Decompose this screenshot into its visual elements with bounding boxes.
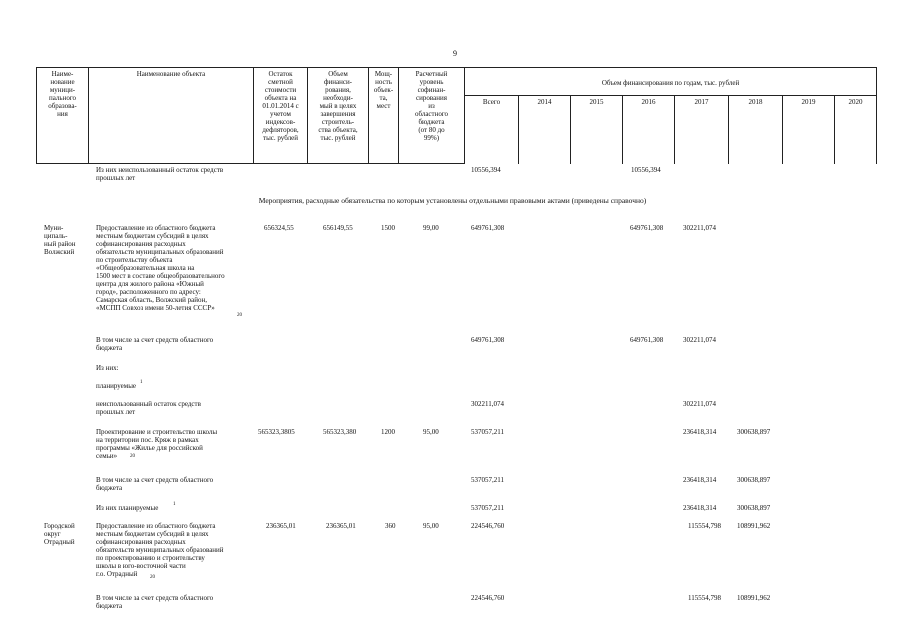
object-cell: В том числе за счет средств областного бюджета	[96, 476, 214, 492]
total-cell: 649761,308	[471, 224, 505, 232]
header-total: Всего	[482, 98, 501, 106]
header-year-2017: 2017	[694, 98, 709, 106]
header-year-2015: 2015	[589, 98, 604, 106]
volume-cell: 656149,55	[323, 224, 353, 232]
header-year-2014: 2014	[537, 98, 552, 106]
level-cell: 95,00	[423, 428, 439, 436]
header-funding-group: Объем финансирования по годам, тыс. рублей	[601, 79, 740, 87]
capacity-cell: 1200	[381, 428, 395, 436]
object-cell: Предоставление из областного бюджета местным бюджетам субсидий в целях софинансирования расходных обязательств муниципальных образований по строительству объекта «Общеобразовательная школа на 1500 мест в составе общеобразовательного центра для жилого района «Южный город», расположенного по адресу: Самарская область, Волжский район, «МСПП Совхоз имени 50-летия СССР»	[96, 224, 225, 312]
vline	[876, 67, 877, 164]
volume-cell: 236365,01	[326, 522, 356, 530]
y2017-cell: 302211,074	[683, 336, 716, 344]
y2017-cell: 236418,314	[683, 504, 717, 512]
y2018-cell: 300638,897	[737, 504, 771, 512]
y2018-cell: 300638,897	[737, 428, 771, 436]
y2018-cell: 108991,962	[737, 594, 771, 602]
y2017-cell: 115554,798	[688, 594, 721, 602]
y2018-cell: 300638,897	[737, 476, 771, 484]
header-top-border	[36, 67, 876, 68]
header-level: Расчетный уровень софинан- сирования из областного бюджета (от 80 до 99%)	[414, 70, 449, 142]
y2017-cell: 236418,314	[683, 476, 717, 484]
municipality-cell: Муни- ципаль- ный район Волжский	[44, 224, 76, 256]
footnote-mark: 20	[237, 313, 242, 318]
object-cell: В том числе за счет средств областного бюджета	[96, 594, 214, 610]
header-capacity: Мощ- ность объек- та, мест	[373, 70, 394, 110]
header-volume: Объем финанси- рования, необходи- мый в целях завершения строитель- ства объекта, тыс. рублей	[318, 70, 358, 142]
y2016-cell: 649761,308	[630, 224, 664, 232]
total-cell: 302211,074	[471, 400, 504, 408]
remaining-cell: 236365,01	[266, 522, 296, 530]
y2017-cell: 302211,074	[683, 400, 716, 408]
footnote-mark: 1	[173, 502, 176, 507]
remaining-cell: 656324,55	[264, 224, 294, 232]
object-cell: неиспользованный остаток средств прошлых лет	[96, 400, 201, 416]
remaining-cell: 565323,3805	[258, 428, 295, 436]
object-cell: планируемые	[96, 382, 137, 390]
total-cell: 537057,211	[471, 428, 504, 436]
capacity-cell: 1500	[381, 224, 395, 232]
total-cell: 537057,211	[471, 504, 504, 512]
object-cell: Проектирование и строительство школы на территории пос. Кряж в рамках программы «Жилье для российской семьи»	[96, 428, 218, 460]
y2017-cell: 115554,798	[688, 522, 721, 530]
section-title: Мероприятия, расходные обязательства по которым установлены отдельными правовыми актами (приведены справочно)	[258, 196, 647, 205]
footnote-mark: 1	[140, 380, 143, 385]
municipality-cell: Городской округ Отрадный	[44, 522, 75, 546]
header-year-2016: 2016	[641, 98, 656, 106]
object-cell: Из них планируемые	[96, 504, 159, 512]
header-municipality: Наиме- нование муници- пального образова- ния	[48, 70, 77, 118]
y2016-cell: 649761,308	[630, 336, 664, 344]
header-object: Наименование объекта	[136, 70, 206, 78]
object-cell: В том числе за счет средств областного бюджета	[96, 336, 214, 352]
volume-cell: 565323,380	[323, 428, 357, 436]
top-row-label: Из них неиспользованный остаток средств прошлых лет	[96, 166, 224, 182]
capacity-cell: 360	[385, 522, 396, 530]
total-cell: 224546,760	[471, 522, 505, 530]
header-bottom-border	[36, 163, 464, 164]
years-divider	[464, 95, 876, 96]
footnote-mark: 20	[130, 454, 135, 459]
top-row-2016: 10556,394	[631, 166, 661, 174]
header-year-2019: 2019	[801, 98, 816, 106]
total-cell: 649761,308	[471, 336, 505, 344]
header-remaining: Остаток сметной стоимости объекта на 01.01.2014 с учетом индексов- дефляторов, тыс. рублей	[262, 70, 299, 142]
y2017-cell: 302211,074	[683, 224, 716, 232]
header-year-2018: 2018	[748, 98, 763, 106]
level-cell: 95,00	[423, 522, 439, 530]
object-cell: Из них:	[96, 364, 119, 372]
vline	[88, 67, 89, 164]
header-year-2020: 2020	[848, 98, 863, 106]
level-cell: 99,00	[423, 224, 439, 232]
y2017-cell: 236418,314	[683, 428, 717, 436]
total-cell: 537057,211	[471, 476, 504, 484]
y2018-cell: 108991,962	[737, 522, 771, 530]
page-number: 9	[453, 49, 457, 58]
object-cell: Предоставление из областного бюджета местным бюджетам субсидий в целях софинансирования расходных обязательств муниципальных образований по проектированию и строительству школы в юго-восточной части г.о. Отрадный	[96, 522, 224, 578]
footnote-mark: 20	[150, 575, 155, 580]
total-cell: 224546,760	[471, 594, 505, 602]
top-row-total: 10556,394	[471, 166, 501, 174]
